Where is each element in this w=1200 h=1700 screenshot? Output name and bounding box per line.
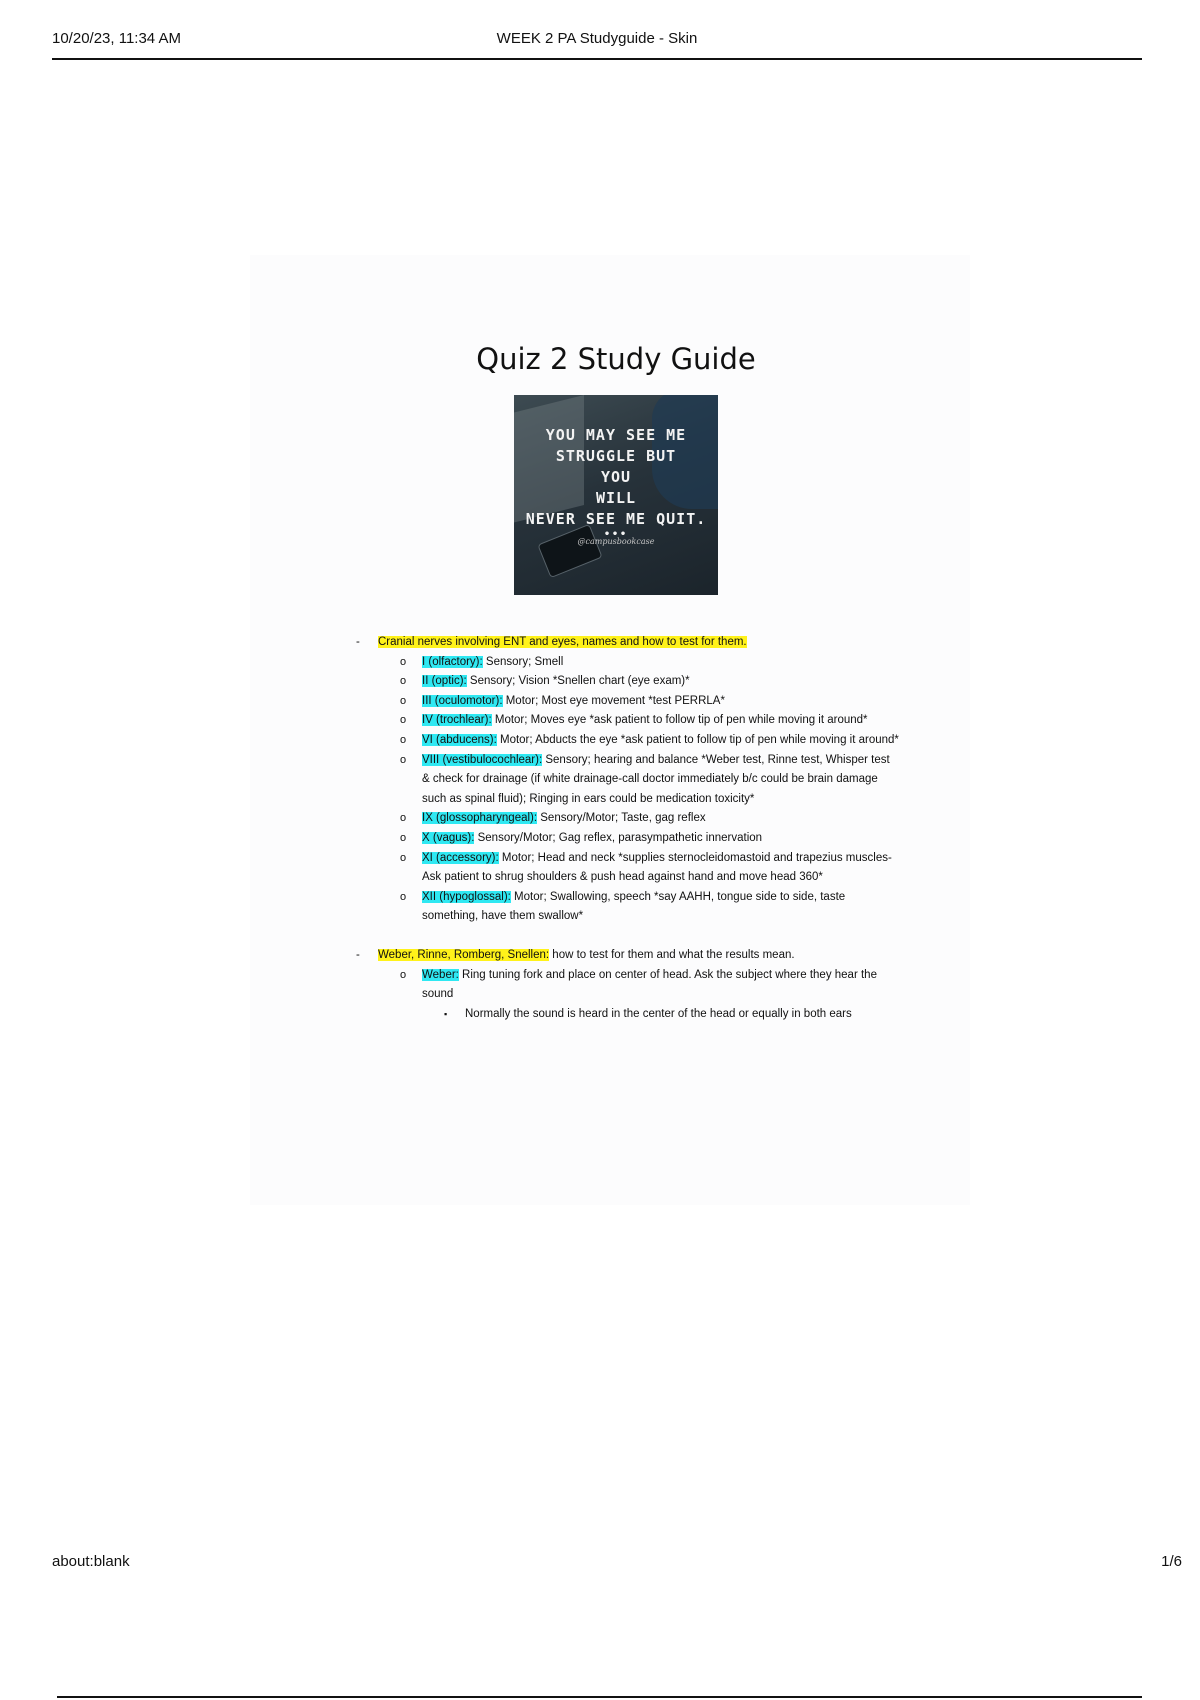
print-page-title: WEEK 2 PA Studyguide - Skin <box>496 30 698 47</box>
quote-line: WILL <box>595 489 637 507</box>
print-page-number: 1/6 <box>1161 1553 1182 1570</box>
section-hearing-vision-tests <box>352 946 912 1024</box>
heading-text: how to test for them and what the results mean. <box>549 948 795 961</box>
circle-bullet-icon: o <box>400 694 407 707</box>
test-name-highlight: Weber: <box>422 968 459 981</box>
list-item <box>378 809 912 829</box>
circle-bullet-icon: o <box>400 831 407 844</box>
nerve-name-highlight: IX (glossopharyngeal): <box>422 812 538 825</box>
nerve-name-highlight: VIII (vestibulocochlear): <box>422 753 543 766</box>
quote-line: YOU MAY SEE ME <box>545 426 687 444</box>
quote-line: STRUGGLE BUT <box>555 447 677 465</box>
nerve-description: Sensory; hearing and balance *Weber test, Rinne test, Whisper test & check for drainage (if white drainage-call doctor immediately b/c could be brain damage such as spinal fluid); Ringing in ears could be medication toxicity* <box>422 753 890 805</box>
quote-line: YOU <box>600 468 632 486</box>
print-header <box>52 28 1142 60</box>
print-url: about:blank <box>52 1553 130 1570</box>
nerve-description: Motor; Most eye movement *test PERRLA* <box>502 694 725 707</box>
nerve-name-highlight: II (optic): <box>422 675 467 688</box>
nerve-description: Motor; Head and neck *supplies sternocleidomastoid and trapezius muscles-Ask patient to shrug shoulders & push head against hand and move head 360* <box>422 851 892 884</box>
nerve-name-highlight: III (oculomotor): <box>422 694 503 707</box>
list-item <box>378 692 912 712</box>
section-bullet: - <box>356 948 360 961</box>
list-item <box>378 653 912 673</box>
list-item <box>422 1005 900 1025</box>
circle-bullet-icon: o <box>400 890 407 903</box>
circle-bullet-icon: o <box>400 968 407 981</box>
circle-bullet-icon: o <box>400 851 407 864</box>
circle-bullet-icon: o <box>400 675 407 688</box>
heading-highlight: Cranial nerves involving ENT and eyes, names and how to test for them. <box>378 636 747 648</box>
print-date: 10/20/23, 11:34 AM <box>52 30 181 47</box>
section-bullet: - <box>356 636 360 648</box>
nerve-description: Motor; Moves eye *ask patient to follow tip of pen while moving it around* <box>491 714 868 727</box>
study-notes <box>352 633 912 1024</box>
nerve-description: Sensory; Vision *Snellen chart (eye exam)* <box>466 675 690 688</box>
test-detail-list <box>422 1005 900 1025</box>
nerve-name-highlight: XII (hypoglossal): <box>422 890 511 903</box>
bottom-divider <box>57 1696 1142 1698</box>
section-heading <box>378 946 912 966</box>
quote-text <box>514 425 718 540</box>
heading-highlight: Weber, Rinne, Romberg, Snellen: <box>378 948 550 961</box>
test-detail: Normally the sound is heard in the center of the head or equally in both ears <box>465 1007 852 1020</box>
list-item <box>378 672 912 692</box>
cranial-nerve-list <box>378 653 912 927</box>
nerve-description: Sensory/Motor; Gag reflex, parasympathetic innervation <box>474 831 763 844</box>
list-item <box>378 829 912 849</box>
circle-bullet-icon: o <box>400 714 407 727</box>
circle-bullet-icon: o <box>400 655 407 668</box>
nerve-description: Motor; Swallowing, speech *say AAHH, tongue side to side, taste something, have them swallow* <box>422 890 846 923</box>
section-heading <box>378 633 912 653</box>
nerve-name-highlight: I (olfactory): <box>422 655 483 668</box>
section-cranial-nerves <box>352 633 912 927</box>
list-item <box>378 888 912 927</box>
document-title: Quiz 2 Study Guide <box>476 342 756 376</box>
quote-mark: ••• <box>603 529 629 540</box>
nerve-name-highlight: X (vagus): <box>422 831 475 844</box>
image-watermark-handle: @campusbookcase <box>577 537 655 546</box>
circle-bullet-icon: o <box>400 753 407 766</box>
quote-line: NEVER SEE ME QUIT. <box>525 510 707 528</box>
list-item <box>378 751 912 810</box>
test-description: Ring tuning fork and place on center of head. Ask the subject where they hear the sound <box>422 968 877 1001</box>
circle-bullet-icon: o <box>400 812 407 825</box>
nerve-name-highlight: XI (accessory): <box>422 851 499 864</box>
list-item <box>378 731 912 751</box>
circle-bullet-icon: o <box>400 733 407 746</box>
test-list <box>378 966 912 1025</box>
nerve-name-highlight: VI (abducens): <box>422 733 497 746</box>
nerve-description: Motor; Abducts the eye *ask patient to follow tip of pen while moving it around* <box>496 733 899 746</box>
motivational-quote-image <box>514 395 718 595</box>
list-item <box>378 711 912 731</box>
nerve-name-highlight: IV (trochlear): <box>422 714 492 727</box>
square-bullet-icon: ▪ <box>444 1008 448 1019</box>
list-item <box>378 849 912 888</box>
nerve-description: Sensory/Motor; Taste, gag reflex <box>537 812 706 825</box>
list-item <box>378 966 912 1025</box>
nerve-description: Sensory; Smell <box>482 655 564 668</box>
